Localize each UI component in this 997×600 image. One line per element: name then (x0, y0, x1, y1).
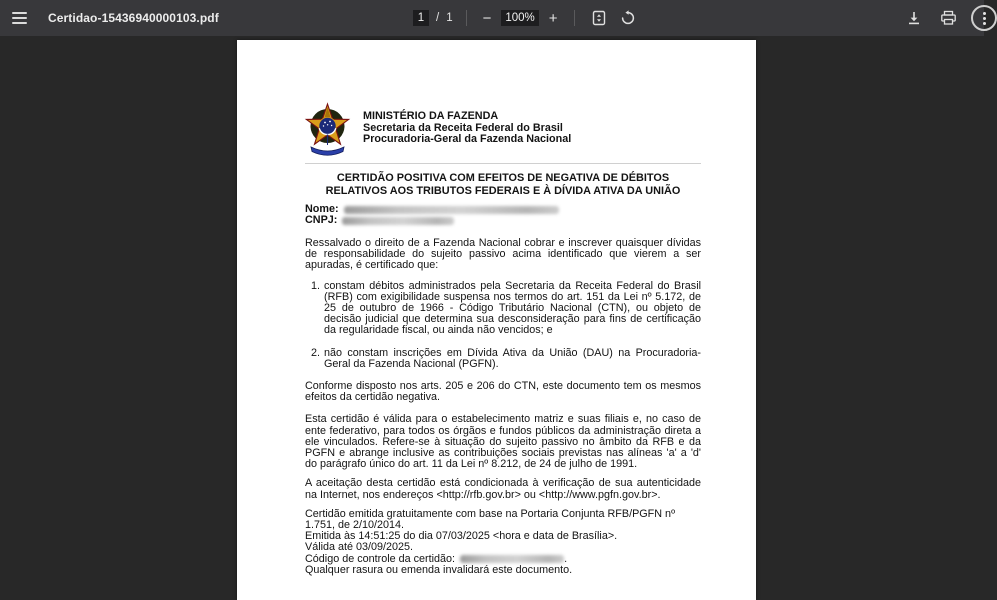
tamper-warning-line: Qualquer rasura ou emenda invalidará este documento. (305, 563, 573, 576)
document-header (305, 103, 701, 158)
zoom-in-button[interactable]: + (546, 11, 561, 26)
toolbar-center-group (413, 0, 639, 36)
zoom-out-button[interactable]: − (480, 11, 495, 26)
valid-until-line: Válida até 03/09/2025. (305, 541, 414, 554)
cnpj-label: CNPJ: (305, 213, 338, 226)
name-label: Nome: (305, 202, 339, 215)
authenticity-paragraph: A aceitação desta certidão está condicionada à verificação de sua autenticidade na Internet, nos endereços <http://rfb.gov.br> ou <http://www.pgfn.gov.br>. (305, 477, 701, 501)
attorney-general-name: Procuradoria-Geral da Fazenda Nacional (363, 133, 572, 146)
pdf-toolbar (0, 0, 984, 36)
ministry-name: MINISTÉRIO DA FAZENDA (363, 110, 499, 122)
redacted-control-code (460, 555, 564, 563)
header-divider (305, 163, 701, 164)
rotate-icon[interactable] (617, 7, 639, 29)
more-icon[interactable] (971, 5, 997, 31)
secretariat-name: Secretaria da Receita Federal do Brasil (363, 121, 563, 134)
ctn-effects-paragraph: Conforme disposto nos arts. 205 e 206 do CTN, este documento tem os mesmos efeitos da certidão negativa. (305, 380, 701, 404)
issuance-basis-line: Certidão emitida gratuitamente com base na Portaria Conjunta RFB/PGFN nº 1.751, de 2/10/2014. (305, 507, 676, 532)
certificate-content (237, 40, 756, 576)
toolbar-divider (466, 10, 467, 26)
taxpayer-id-block (305, 204, 701, 226)
ministry-header (363, 111, 571, 158)
menu-icon[interactable] (12, 7, 34, 29)
print-icon[interactable] (937, 7, 959, 29)
toolbar-left-group (0, 7, 219, 29)
page-total: 1 (446, 12, 453, 24)
toolbar-right-group (903, 0, 997, 36)
page-separator: / (436, 12, 440, 24)
certification-items-list (305, 281, 701, 370)
document-filename: Certidao-15436940000103.pdf (48, 11, 219, 25)
list-item: 1. constam débitos administrados pela Secretaria da Receita Federal do Brasil (RFB) com exigibilidade suspensa nos termos do art. 151 da Lei nº 5.172, de 25 de outubro de 1966 - Código Tributário Nacional (CTN), ou objeto de decisão judicial que determina sua desconsideração para fins de certificação da regularidade fiscal, ou ainda não vencidos; e (323, 281, 701, 337)
page-number-input[interactable]: 1 (413, 10, 429, 26)
certificate-footer (305, 509, 701, 576)
redacted-cnpj-value (342, 217, 454, 225)
list-item: 2. não constam inscrições em Dívida Ativa da União (DAU) na Procuradoria-Geral da Fazenda Nacional (PGFN). (323, 348, 701, 370)
redacted-name-value (344, 206, 559, 214)
zoom-level-input[interactable]: 100% (501, 10, 538, 26)
control-code-suffix: . (564, 552, 568, 565)
brazil-coat-of-arms-logo (305, 103, 350, 158)
control-code-label: Código de controle da certidão: (305, 552, 456, 565)
download-icon[interactable] (903, 7, 925, 29)
intro-paragraph: Ressalvado o direito de a Fazenda Nacional cobrar e inscrever quaisquer dívidas de responsabilidade do sujeito passivo acima identificado que vierem a ser apuradas, é certificado que: (305, 237, 701, 272)
certificate-title: CERTIDÃO POSITIVA COM EFEITOS DE NEGATIVA DE DÉBITOS RELATIVOS AOS TRIBUTOS FEDERAIS E À DÍVIDA ATIVA DA UNIÃO (325, 172, 681, 197)
pdf-page (237, 40, 756, 600)
toolbar-divider (574, 10, 575, 26)
validity-scope-paragraph: Esta certidão é válida para o estabelecimento matriz e suas filiais e, no caso de ente federativo, para todos os órgãos e fundos públicos da administração direta a ele vinculados. Refere-se à situação do sujeito passivo no âmbito da RFB e da PGFN e abrange inclusive as contribuições sociais previstas nas alíneas 'a' a 'd' do parágrafo único do art. 11 da Lei nº 8.212, de 24 de julho de 1991. (305, 413, 701, 471)
fit-page-icon[interactable] (588, 7, 610, 29)
issuance-datetime-line: Emitida às 14:51:25 do dia 07/03/2025 <hora e data de Brasília>. (305, 530, 618, 543)
